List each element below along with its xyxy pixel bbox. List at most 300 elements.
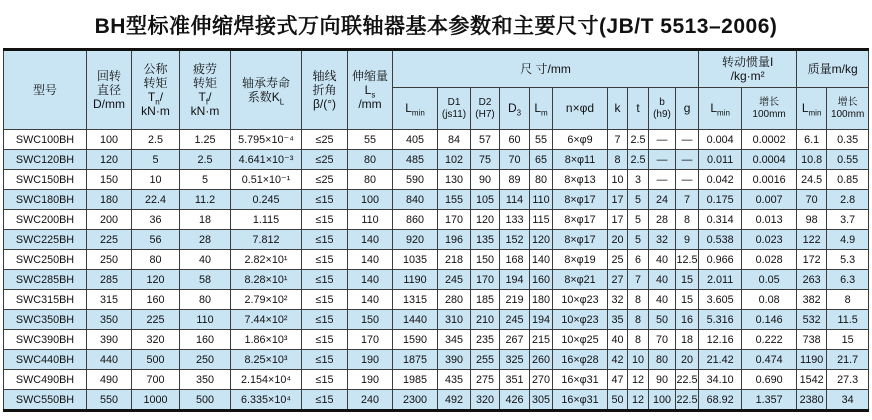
value-cell: 122 bbox=[797, 230, 827, 250]
header-line: b bbox=[659, 96, 665, 108]
value-cell: ≤15 bbox=[302, 330, 348, 350]
value-cell: 50 bbox=[649, 310, 676, 330]
value-cell: 40 bbox=[180, 250, 231, 270]
value-cell: 1190 bbox=[393, 270, 438, 290]
value-cell: 0.05 bbox=[742, 270, 797, 290]
header-group-row bbox=[4, 50, 869, 88]
value-cell: 40 bbox=[649, 270, 676, 290]
header-line: 转矩 bbox=[192, 75, 217, 90]
value-cell: 8×φ21 bbox=[553, 270, 608, 290]
header-line: (js11) bbox=[441, 108, 467, 120]
value-cell: 0.146 bbox=[742, 310, 797, 330]
value-cell: 27.3 bbox=[827, 370, 869, 390]
value-cell: 390 bbox=[87, 330, 132, 350]
value-cell: 0.011 bbox=[699, 150, 742, 170]
value-cell: 22.5 bbox=[676, 390, 699, 411]
value-cell: 102 bbox=[438, 150, 471, 170]
value-cell: 6.3 bbox=[827, 270, 869, 290]
value-cell: 140 bbox=[348, 270, 393, 290]
value-cell: ≤25 bbox=[302, 150, 348, 170]
value-cell: 738 bbox=[797, 330, 827, 350]
header-line: kN·m bbox=[190, 104, 220, 119]
header-d3: $D_3$ bbox=[500, 88, 530, 130]
value-cell: 0.51×10⁻¹ bbox=[231, 170, 302, 190]
value-cell: 10×φ23 bbox=[553, 310, 608, 330]
value-cell: 140 bbox=[530, 250, 553, 270]
value-cell: 8.28×10¹ bbox=[231, 270, 302, 290]
value-cell: 250 bbox=[180, 350, 231, 370]
value-cell: 3.7 bbox=[827, 210, 869, 230]
value-cell: 57 bbox=[471, 130, 500, 150]
value-cell: 280 bbox=[438, 290, 471, 310]
model-cell: SWC200BH bbox=[4, 210, 87, 230]
value-cell: 10×φ25 bbox=[553, 330, 608, 350]
value-cell: ≤25 bbox=[302, 170, 348, 190]
table-row bbox=[4, 230, 869, 250]
value-cell: 84 bbox=[438, 130, 471, 150]
value-cell: 270 bbox=[530, 370, 553, 390]
value-cell: 150 bbox=[87, 170, 132, 190]
header-diameter bbox=[87, 50, 132, 130]
header-line: /kg·m² bbox=[730, 69, 765, 83]
value-cell: 440 bbox=[87, 350, 132, 370]
value-cell: 1035 bbox=[393, 250, 438, 270]
value-cell: 2.5 bbox=[180, 150, 231, 170]
value-cell: 12 bbox=[628, 390, 649, 411]
header-fatigue-torque bbox=[180, 50, 231, 130]
value-cell: 390 bbox=[438, 350, 471, 370]
table-row bbox=[4, 350, 869, 370]
header-line: /mm bbox=[358, 97, 382, 112]
header-line: 增长 bbox=[837, 96, 858, 108]
value-cell: ≤25 bbox=[302, 130, 348, 150]
value-cell: 55 bbox=[530, 130, 553, 150]
value-cell: 4.641×10⁻³ bbox=[231, 150, 302, 170]
value-cell: 68.92 bbox=[699, 390, 742, 411]
value-cell: 15 bbox=[676, 290, 699, 310]
value-cell: 22.4 bbox=[132, 190, 180, 210]
value-cell: 0.690 bbox=[742, 370, 797, 390]
value-cell: 6 bbox=[628, 250, 649, 270]
value-cell: 305 bbox=[530, 390, 553, 411]
value-cell: 315 bbox=[87, 290, 132, 310]
value-cell: 190 bbox=[348, 350, 393, 370]
value-cell: 140 bbox=[348, 290, 393, 310]
header-mass-group: 质量m/kg bbox=[797, 50, 869, 88]
value-cell: 3.605 bbox=[699, 290, 742, 310]
value-cell: 435 bbox=[438, 370, 471, 390]
model-cell: SWC285BH bbox=[4, 270, 87, 290]
header-mass-lmin: $L_{min}$ bbox=[797, 88, 827, 130]
value-cell: 550 bbox=[87, 390, 132, 411]
value-cell: ≤15 bbox=[302, 270, 348, 290]
value-cell: 5 bbox=[628, 230, 649, 250]
value-cell: 218 bbox=[438, 250, 471, 270]
value-cell: ≤15 bbox=[302, 210, 348, 230]
value-cell: 80 bbox=[180, 290, 231, 310]
value-cell: 492 bbox=[438, 390, 471, 411]
value-cell: 100 bbox=[87, 130, 132, 150]
value-cell: 215 bbox=[530, 330, 553, 350]
value-cell: ≤15 bbox=[302, 350, 348, 370]
value-cell: 8.25×10³ bbox=[231, 350, 302, 370]
value-cell: 35 bbox=[608, 310, 628, 330]
value-cell: 0.028 bbox=[742, 250, 797, 270]
value-cell: 140 bbox=[348, 250, 393, 270]
value-cell: 2.8 bbox=[827, 190, 869, 210]
value-cell: ≤15 bbox=[302, 310, 348, 330]
value-cell: 1590 bbox=[393, 330, 438, 350]
value-cell: 7.44×10² bbox=[231, 310, 302, 330]
header-k: k bbox=[608, 88, 628, 130]
value-cell: 120 bbox=[530, 230, 553, 250]
value-cell: 1875 bbox=[393, 350, 438, 370]
value-cell: 28 bbox=[180, 230, 231, 250]
value-cell: 6.335×10⁴ bbox=[231, 390, 302, 411]
value-cell: 22.5 bbox=[676, 370, 699, 390]
value-cell: 90 bbox=[649, 370, 676, 390]
header-model: 型号 bbox=[4, 50, 87, 130]
value-cell: 58 bbox=[180, 270, 231, 290]
header-line: 系数$K_L$ bbox=[247, 90, 285, 107]
value-cell: 1190 bbox=[797, 350, 827, 370]
model-cell: SWC440BH bbox=[4, 350, 87, 370]
header-line: 100mm bbox=[752, 108, 786, 120]
table-row bbox=[4, 210, 869, 230]
value-cell: 1.115 bbox=[231, 210, 302, 230]
value-cell: 1000 bbox=[132, 390, 180, 411]
value-cell: 168 bbox=[500, 250, 530, 270]
value-cell: 5 bbox=[628, 190, 649, 210]
header-line: $L_s$ bbox=[364, 82, 376, 100]
model-cell: SWC180BH bbox=[4, 190, 87, 210]
value-cell: 34.10 bbox=[699, 370, 742, 390]
value-cell: 700 bbox=[132, 370, 180, 390]
value-cell: 267 bbox=[500, 330, 530, 350]
value-cell: 1985 bbox=[393, 370, 438, 390]
value-cell: 200 bbox=[87, 210, 132, 230]
value-cell: 152 bbox=[500, 230, 530, 250]
table-row bbox=[4, 150, 869, 170]
header-line: 轴线 bbox=[312, 68, 337, 83]
model-cell: SWC490BH bbox=[4, 370, 87, 390]
value-cell: 21.7 bbox=[827, 350, 869, 370]
value-cell: 7 bbox=[676, 190, 699, 210]
value-cell: 285 bbox=[87, 270, 132, 290]
header-extension bbox=[348, 50, 393, 130]
value-cell: 16 bbox=[676, 310, 699, 330]
value-cell: 0.0002 bbox=[742, 130, 797, 150]
value-cell: 320 bbox=[132, 330, 180, 350]
value-cell: 10×φ23 bbox=[553, 290, 608, 310]
value-cell: 32 bbox=[649, 230, 676, 250]
value-cell: 10.8 bbox=[797, 150, 827, 170]
value-cell: 110 bbox=[348, 210, 393, 230]
table-row bbox=[4, 330, 869, 350]
header-line: 疲劳 bbox=[192, 61, 217, 76]
value-cell: — bbox=[676, 130, 699, 150]
header-axis-angle bbox=[302, 50, 348, 130]
value-cell: 105 bbox=[471, 190, 500, 210]
value-cell: — bbox=[676, 170, 699, 190]
value-cell: 0.08 bbox=[742, 290, 797, 310]
value-cell: 32 bbox=[608, 290, 628, 310]
value-cell: 0.35 bbox=[827, 130, 869, 150]
value-cell: 0.004 bbox=[699, 130, 742, 150]
value-cell: 225 bbox=[87, 230, 132, 250]
value-cell: 310 bbox=[438, 310, 471, 330]
model-cell: SWC150BH bbox=[4, 170, 87, 190]
model-cell: SWC390BH bbox=[4, 330, 87, 350]
value-cell: ≤15 bbox=[302, 250, 348, 270]
value-cell: 8 bbox=[628, 330, 649, 350]
value-cell: 55 bbox=[348, 130, 393, 150]
value-cell: 0.0016 bbox=[742, 170, 797, 190]
value-cell: 75 bbox=[471, 150, 500, 170]
value-cell: 12.5 bbox=[676, 250, 699, 270]
model-cell: SWC225BH bbox=[4, 230, 87, 250]
value-cell: ≤15 bbox=[302, 370, 348, 390]
model-cell: SWC250BH bbox=[4, 250, 87, 270]
header-inertia-group bbox=[699, 50, 797, 88]
value-cell: 24 bbox=[649, 190, 676, 210]
header-lm: $L_m$ bbox=[530, 88, 553, 130]
value-cell: 245 bbox=[438, 270, 471, 290]
value-cell: 1.357 bbox=[742, 390, 797, 411]
value-cell: 20 bbox=[676, 350, 699, 370]
value-cell: 100 bbox=[649, 390, 676, 411]
value-cell: 275 bbox=[471, 370, 500, 390]
value-cell: 8 bbox=[608, 150, 628, 170]
value-cell: 245 bbox=[500, 310, 530, 330]
value-cell: 382 bbox=[797, 290, 827, 310]
value-cell: 180 bbox=[87, 190, 132, 210]
value-cell: 920 bbox=[393, 230, 438, 250]
value-cell: 160 bbox=[530, 270, 553, 290]
header-line: (h9) bbox=[653, 108, 671, 120]
value-cell: 120 bbox=[471, 210, 500, 230]
header-line: 直径 bbox=[96, 82, 121, 97]
value-cell: 17 bbox=[608, 190, 628, 210]
value-cell: ≤15 bbox=[302, 190, 348, 210]
value-cell: 60 bbox=[500, 130, 530, 150]
table-row bbox=[4, 130, 869, 150]
value-cell: 210 bbox=[471, 310, 500, 330]
value-cell: 20 bbox=[608, 230, 628, 250]
model-cell: SWC550BH bbox=[4, 390, 87, 411]
value-cell: 70 bbox=[649, 330, 676, 350]
table-row bbox=[4, 390, 869, 411]
value-cell: 0.538 bbox=[699, 230, 742, 250]
value-cell: 196 bbox=[438, 230, 471, 250]
value-cell: — bbox=[649, 150, 676, 170]
value-cell: 8×φ11 bbox=[553, 150, 608, 170]
value-cell: 0.023 bbox=[742, 230, 797, 250]
value-cell: 8×φ13 bbox=[553, 170, 608, 190]
value-cell: 11.5 bbox=[827, 310, 869, 330]
value-cell: 1440 bbox=[393, 310, 438, 330]
value-cell: 155 bbox=[438, 190, 471, 210]
value-cell: — bbox=[676, 150, 699, 170]
header-mass-growth bbox=[827, 88, 869, 130]
value-cell: 5.3 bbox=[827, 250, 869, 270]
value-cell: 325 bbox=[500, 350, 530, 370]
value-cell: 405 bbox=[393, 130, 438, 150]
value-cell: 5.795×10⁻⁴ bbox=[231, 130, 302, 150]
header-nxd: n×φd bbox=[553, 88, 608, 130]
value-cell: 840 bbox=[393, 190, 438, 210]
value-cell: 345 bbox=[438, 330, 471, 350]
value-cell: 3 bbox=[628, 170, 649, 190]
value-cell: 426 bbox=[500, 390, 530, 411]
header-nominal-torque bbox=[132, 50, 180, 130]
value-cell: 1.25 bbox=[180, 130, 231, 150]
value-cell: 590 bbox=[393, 170, 438, 190]
value-cell: 40 bbox=[649, 250, 676, 270]
header-d1 bbox=[438, 88, 471, 130]
value-cell: 80 bbox=[649, 350, 676, 370]
value-cell: 0.007 bbox=[742, 190, 797, 210]
value-cell: 0.85 bbox=[827, 170, 869, 190]
header-bearing-life bbox=[231, 50, 302, 130]
value-cell: 9 bbox=[676, 230, 699, 250]
header-line: (H7) bbox=[475, 108, 495, 120]
value-cell: 115 bbox=[530, 210, 553, 230]
table-row bbox=[4, 270, 869, 290]
value-cell: 263 bbox=[797, 270, 827, 290]
model-cell: SWC120BH bbox=[4, 150, 87, 170]
value-cell: 120 bbox=[132, 270, 180, 290]
value-cell: 1315 bbox=[393, 290, 438, 310]
value-cell: 18 bbox=[180, 210, 231, 230]
value-cell: 255 bbox=[471, 350, 500, 370]
header-line: β/(°) bbox=[312, 97, 337, 112]
header-line: 折角 bbox=[312, 82, 337, 97]
value-cell: 8 bbox=[827, 290, 869, 310]
value-cell: 2.5 bbox=[132, 130, 180, 150]
value-cell: 320 bbox=[471, 390, 500, 411]
value-cell: 140 bbox=[348, 230, 393, 250]
value-cell: 2.154×10⁴ bbox=[231, 370, 302, 390]
value-cell: 120 bbox=[87, 150, 132, 170]
value-cell: 190 bbox=[348, 370, 393, 390]
value-cell: 89 bbox=[500, 170, 530, 190]
table-body bbox=[4, 130, 869, 411]
value-cell: 50 bbox=[608, 390, 628, 411]
value-cell: 7.812 bbox=[231, 230, 302, 250]
value-cell: 180 bbox=[530, 290, 553, 310]
value-cell: 65 bbox=[530, 150, 553, 170]
value-cell: 135 bbox=[471, 230, 500, 250]
value-cell: 500 bbox=[180, 390, 231, 411]
value-cell: 8×φ17 bbox=[553, 190, 608, 210]
value-cell: 0.042 bbox=[699, 170, 742, 190]
value-cell: 0.55 bbox=[827, 150, 869, 170]
value-cell: 110 bbox=[180, 310, 231, 330]
header-line: 伸缩量 bbox=[351, 68, 388, 83]
value-cell: 0.474 bbox=[742, 350, 797, 370]
header-g: g bbox=[676, 88, 699, 130]
header-line: kN·m bbox=[141, 104, 170, 119]
value-cell: 10 bbox=[628, 350, 649, 370]
value-cell: 160 bbox=[132, 290, 180, 310]
header-lmin: $L_{min}$ bbox=[393, 88, 438, 130]
value-cell: 42 bbox=[608, 350, 628, 370]
value-cell: 7 bbox=[608, 130, 628, 150]
page-title: BH型标准伸缩焊接式万向联轴器基本参数和主要尺寸(JB/T 5513–2006) bbox=[94, 15, 778, 38]
header-line: D2 bbox=[478, 96, 492, 108]
header-line: 回转 bbox=[96, 68, 121, 83]
value-cell: 260 bbox=[530, 350, 553, 370]
value-cell: 250 bbox=[87, 250, 132, 270]
value-cell: 133 bbox=[500, 210, 530, 230]
table-row bbox=[4, 170, 869, 190]
value-cell: 2.82×10¹ bbox=[231, 250, 302, 270]
header-line: 转矩 bbox=[143, 75, 168, 90]
value-cell: 150 bbox=[471, 250, 500, 270]
value-cell: 150 bbox=[348, 310, 393, 330]
value-cell: 0.175 bbox=[699, 190, 742, 210]
value-cell: 185 bbox=[471, 290, 500, 310]
value-cell: 2.011 bbox=[699, 270, 742, 290]
value-cell: 130 bbox=[438, 170, 471, 190]
value-cell: 860 bbox=[393, 210, 438, 230]
model-cell: SWC100BH bbox=[4, 130, 87, 150]
value-cell: 21.42 bbox=[699, 350, 742, 370]
value-cell: 80 bbox=[132, 250, 180, 270]
table-row bbox=[4, 190, 869, 210]
value-cell: 485 bbox=[393, 150, 438, 170]
value-cell: 235 bbox=[471, 330, 500, 350]
value-cell: 350 bbox=[87, 310, 132, 330]
header-line: 公称 bbox=[143, 61, 168, 76]
value-cell: 16×φ31 bbox=[553, 370, 608, 390]
value-cell: 8 bbox=[628, 290, 649, 310]
header-line: D/mm bbox=[93, 97, 125, 112]
value-cell: 219 bbox=[500, 290, 530, 310]
spec-table bbox=[3, 48, 869, 412]
value-cell: 15 bbox=[827, 330, 869, 350]
value-cell: 240 bbox=[348, 390, 393, 411]
value-cell: 172 bbox=[797, 250, 827, 270]
value-cell: 350 bbox=[180, 370, 231, 390]
table-row bbox=[4, 370, 869, 390]
table-row bbox=[4, 290, 869, 310]
value-cell: 2.5 bbox=[628, 130, 649, 150]
value-cell: 170 bbox=[348, 330, 393, 350]
model-cell: SWC350BH bbox=[4, 310, 87, 330]
value-cell: 6.1 bbox=[797, 130, 827, 150]
value-cell: 0.222 bbox=[742, 330, 797, 350]
value-cell: 18 bbox=[676, 330, 699, 350]
value-cell: 2300 bbox=[393, 390, 438, 411]
value-cell: ≤15 bbox=[302, 230, 348, 250]
header-line: 100mm bbox=[830, 108, 865, 120]
header-t: t bbox=[628, 88, 649, 130]
value-cell: 8 bbox=[628, 310, 649, 330]
value-cell: 25 bbox=[608, 250, 628, 270]
value-cell: 2.79×10² bbox=[231, 290, 302, 310]
value-cell: 36 bbox=[132, 210, 180, 230]
value-cell: 0.314 bbox=[699, 210, 742, 230]
value-cell: 194 bbox=[500, 270, 530, 290]
value-cell: 6×φ9 bbox=[553, 130, 608, 150]
value-cell: 8×φ17 bbox=[553, 230, 608, 250]
value-cell: 56 bbox=[132, 230, 180, 250]
header-line: D1 bbox=[447, 96, 461, 108]
value-cell: 8×φ19 bbox=[553, 250, 608, 270]
model-cell: SWC315BH bbox=[4, 290, 87, 310]
